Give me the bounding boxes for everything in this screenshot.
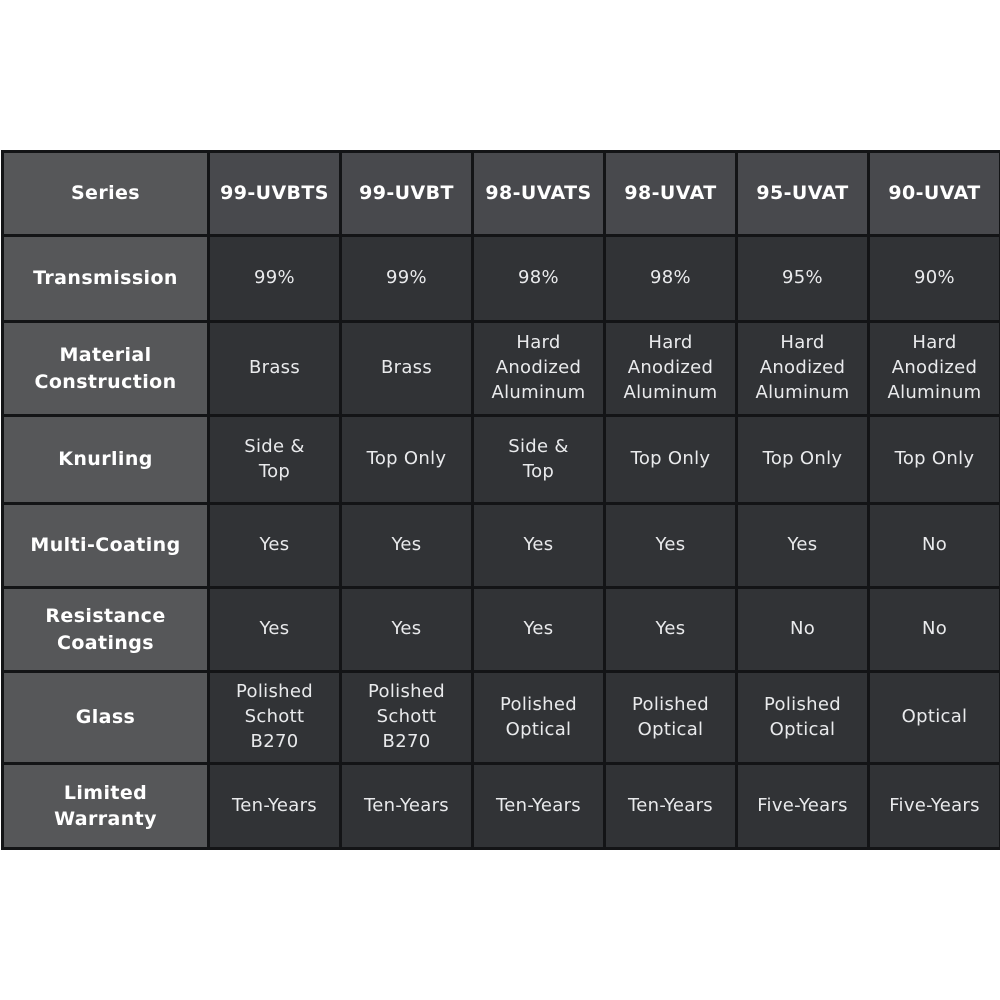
table-cell: No bbox=[869, 504, 1000, 588]
table-cell: Yes bbox=[605, 588, 737, 672]
table-cell: Yes bbox=[473, 504, 605, 588]
table-row-knurling bbox=[3, 416, 1000, 504]
row-label-resistance-coatings: Resistance Coatings bbox=[3, 588, 209, 672]
table-cell: Hard Anodized Aluminum bbox=[737, 322, 869, 416]
table-cell: Ten-Years bbox=[341, 764, 473, 849]
table-cell: Hard Anodized Aluminum bbox=[869, 322, 1000, 416]
table-cell: Top Only bbox=[605, 416, 737, 504]
table-cell: Side & Top bbox=[473, 416, 605, 504]
table-cell: 95% bbox=[737, 236, 869, 322]
table-cell: Optical bbox=[869, 672, 1000, 764]
header-row bbox=[3, 152, 1000, 236]
table-cell: Brass bbox=[341, 322, 473, 416]
table-cell: Yes bbox=[341, 504, 473, 588]
column-header-99-uvbts: 99-UVBTS bbox=[209, 152, 341, 236]
row-label-knurling: Knurling bbox=[3, 416, 209, 504]
table-cell: Top Only bbox=[737, 416, 869, 504]
table-cell: Ten-Years bbox=[473, 764, 605, 849]
table-row-resistance-coatings bbox=[3, 588, 1000, 672]
table-cell: Yes bbox=[605, 504, 737, 588]
table-cell: 99% bbox=[341, 236, 473, 322]
table-cell: Ten-Years bbox=[209, 764, 341, 849]
row-label-transmission: Transmission bbox=[3, 236, 209, 322]
table-row-limited-warranty bbox=[3, 764, 1000, 849]
table-cell: 90% bbox=[869, 236, 1000, 322]
column-header-98-uvat: 98-UVAT bbox=[605, 152, 737, 236]
table-row-transmission bbox=[3, 236, 1000, 322]
table-cell: 98% bbox=[473, 236, 605, 322]
table-cell: Hard Anodized Aluminum bbox=[605, 322, 737, 416]
table-cell: Ten-Years bbox=[605, 764, 737, 849]
table-row-glass bbox=[3, 672, 1000, 764]
row-label-material-construction: Material Construction bbox=[3, 322, 209, 416]
row-label-limited-warranty: Limited Warranty bbox=[3, 764, 209, 849]
table-cell: Side & Top bbox=[209, 416, 341, 504]
row-label-glass: Glass bbox=[3, 672, 209, 764]
table-cell: Polished Optical bbox=[737, 672, 869, 764]
table-row-material-construction bbox=[3, 322, 1000, 416]
table-cell: Polished Schott B270 bbox=[341, 672, 473, 764]
table-cell: Yes bbox=[473, 588, 605, 672]
row-label-series: Series bbox=[3, 152, 209, 236]
table-cell: Five-Years bbox=[869, 764, 1000, 849]
table-cell: Top Only bbox=[869, 416, 1000, 504]
spec-comparison-table bbox=[1, 150, 1000, 850]
column-header-90-uvat: 90-UVAT bbox=[869, 152, 1000, 236]
table-cell: Hard Anodized Aluminum bbox=[473, 322, 605, 416]
column-header-98-uvats: 98-UVATS bbox=[473, 152, 605, 236]
table-row-multi-coating bbox=[3, 504, 1000, 588]
row-label-multi-coating: Multi-Coating bbox=[3, 504, 209, 588]
table-cell: Yes bbox=[209, 588, 341, 672]
table-cell: Polished Optical bbox=[473, 672, 605, 764]
table-cell: No bbox=[737, 588, 869, 672]
table-cell: Yes bbox=[209, 504, 341, 588]
column-header-95-uvat: 95-UVAT bbox=[737, 152, 869, 236]
table-cell: Yes bbox=[737, 504, 869, 588]
table-cell: No bbox=[869, 588, 1000, 672]
column-header-99-uvbt: 99-UVBT bbox=[341, 152, 473, 236]
table-cell: Polished Optical bbox=[605, 672, 737, 764]
table-cell: 98% bbox=[605, 236, 737, 322]
table-cell: Brass bbox=[209, 322, 341, 416]
table-cell: Top Only bbox=[341, 416, 473, 504]
table-cell: 99% bbox=[209, 236, 341, 322]
table-cell: Five-Years bbox=[737, 764, 869, 849]
table-cell: Yes bbox=[341, 588, 473, 672]
table-cell: Polished Schott B270 bbox=[209, 672, 341, 764]
